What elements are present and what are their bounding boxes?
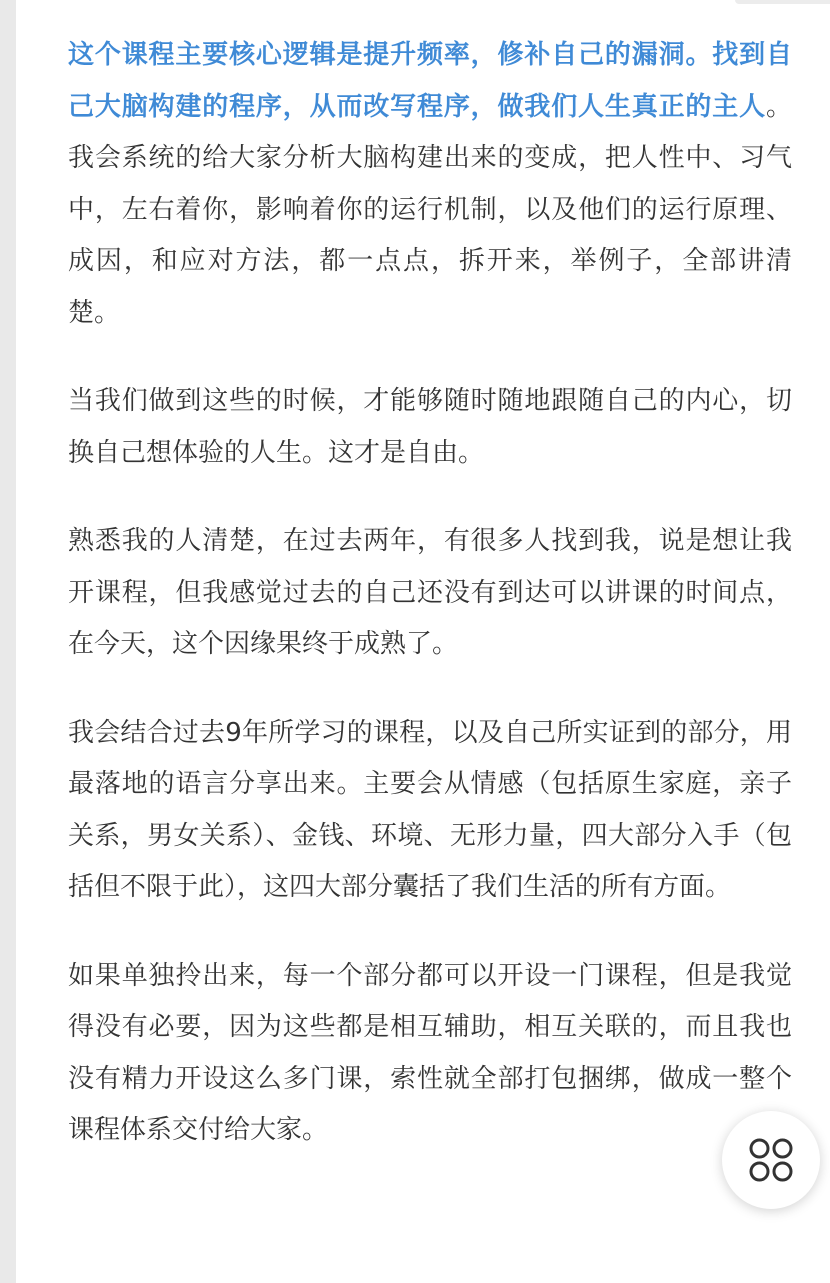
left-edge-strip xyxy=(0,0,16,1283)
paragraph-4 xyxy=(68,708,792,914)
paragraph-5 xyxy=(68,951,792,1157)
paragraph-text: 。我会系统的给大家分析大脑构建出来的变成，把人性中、习气中，左右着你，影响着你的运行机制，以及他们的运行原理、成因，和应对方法，都一点点，拆开来，举例子，全部讲清楚。 xyxy=(68,91,792,328)
paragraph-text: 当我们做到这些的时候，才能够随时随地跟随自己的内心，切换自己想体验的人生。这才是自由。 xyxy=(68,386,792,468)
paragraph-text: 熟悉我的人清楚，在过去两年，有很多人找到我，说是想让我开课程，但我感觉过去的自己还没有到达可以讲课的时间点，在今天，这个因缘果终于成熟了。 xyxy=(68,526,792,659)
highlighted-text: 这个课程主要核心逻辑是提升频率，修补自己的漏洞。找到自己大脑构建的程序，从而改写程序，做我们人生真正的主人 xyxy=(68,40,792,122)
paragraph-2 xyxy=(68,376,792,479)
floating-menu-button[interactable] xyxy=(722,1111,820,1209)
paragraph-1 xyxy=(68,30,792,339)
paragraph-text: 我会结合过去9年所学习的课程，以及自己所实证到的部分，用最落地的语言分享出来。主要会从情感（包括原生家庭，亲子关系，男女关系）、金钱、环境、无形力量，四大部分入手（包括但不限于此），这四大部分囊括了我们生活的所有方面。 xyxy=(68,717,792,902)
paragraph-text: 如果单独拎出来，每一个部分都可以开设一门课程，但是我觉得没有必要，因为这些都是相互辅助，相互关联的，而且我也没有精力开设这么多门课，索性就全部打包捆绑，做成一整个课程体系交付给大家。 xyxy=(68,960,792,1145)
paragraph-3 xyxy=(68,516,792,671)
article-body xyxy=(68,30,792,1194)
top-edge-hint xyxy=(735,0,830,4)
four-rings-icon xyxy=(747,1136,795,1184)
